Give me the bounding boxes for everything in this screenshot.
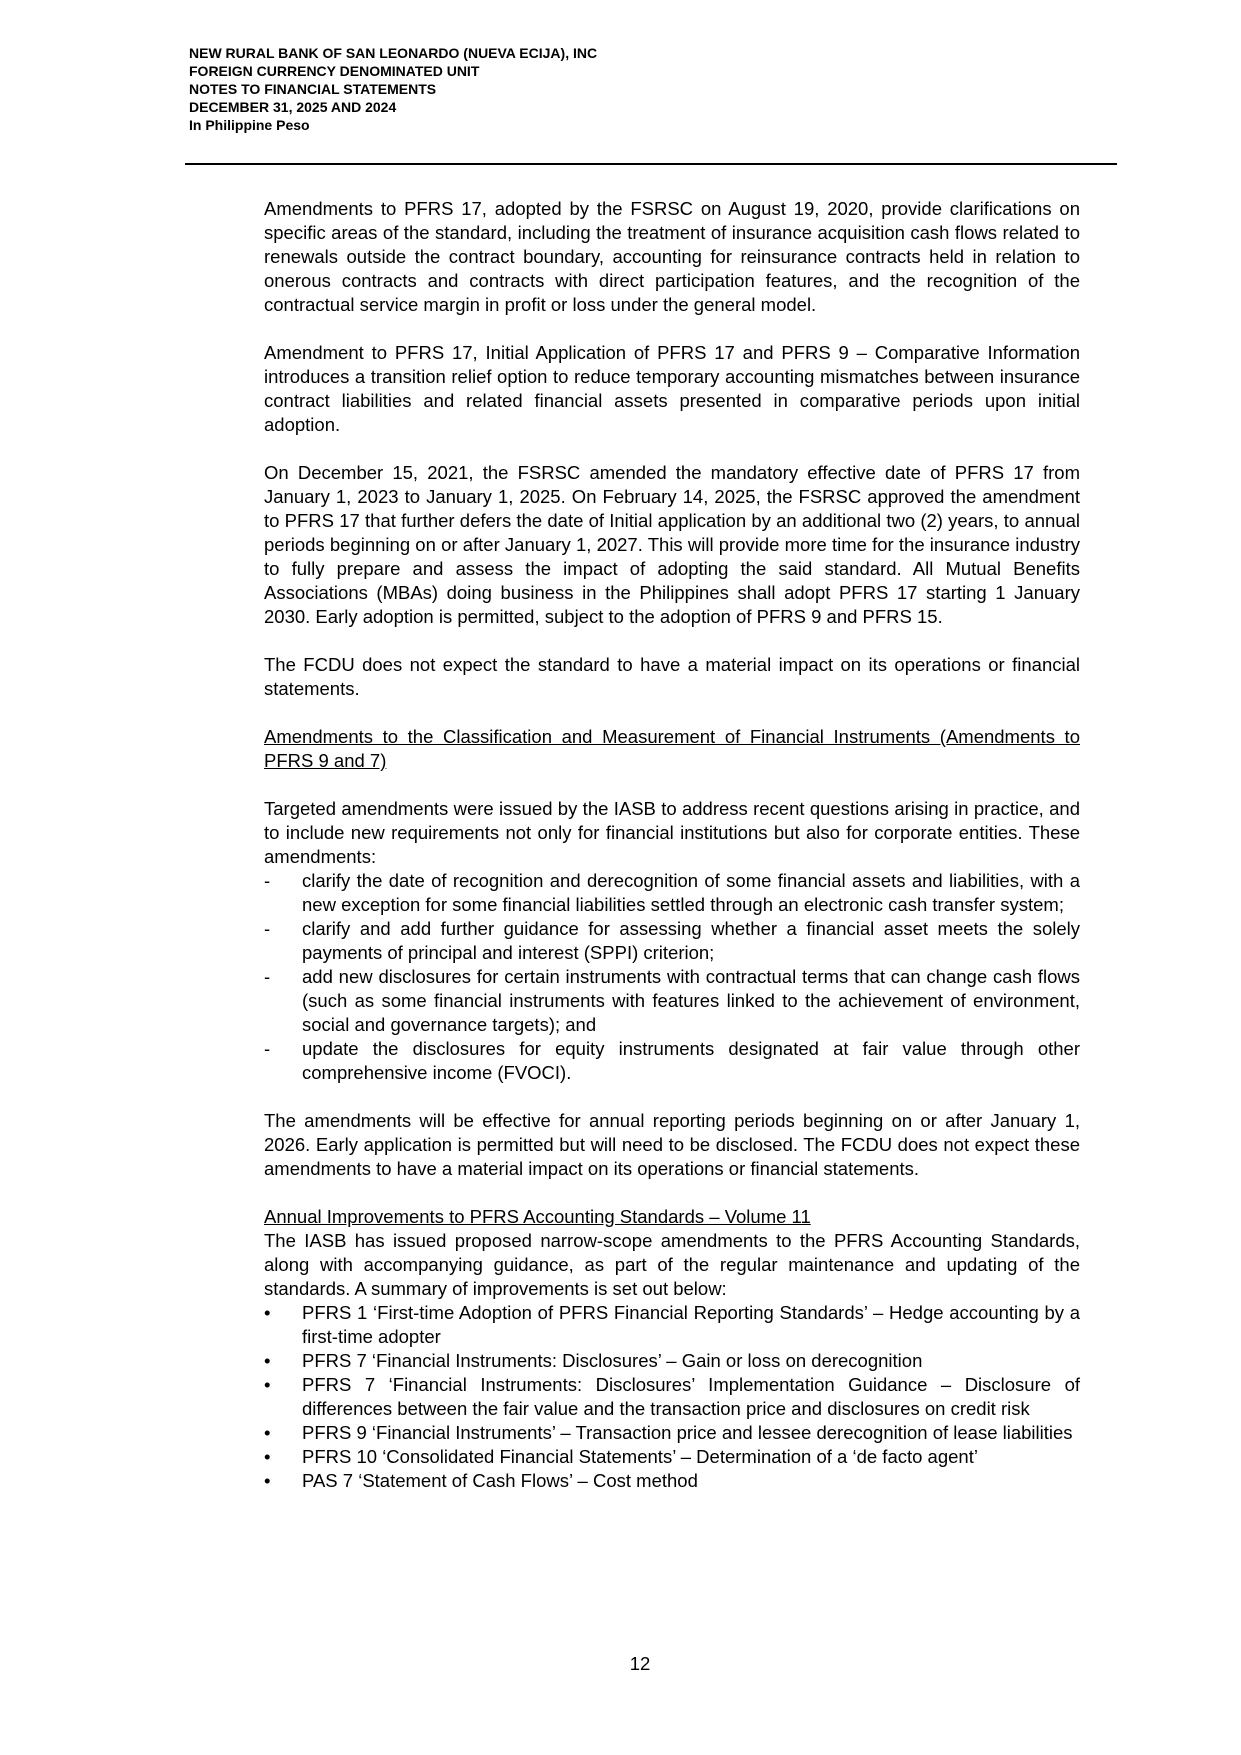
list-item	[264, 1037, 1080, 1085]
paragraph-pfrs17-amendments: Amendments to PFRS 17, adopted by the FSRSC on August 19, 2020, provide clarifications on specific areas of the standard, including the treatment of insurance acquisition cash flows related to renewals outside the contract boundary, accounting for reinsurance contracts held in relation to onerous contracts and contracts with direct participation features, and the recognition of the contractual service margin in profit or loss under the general model.	[264, 198, 1080, 315]
dash-marker: -	[264, 870, 271, 891]
list-item	[264, 965, 1080, 1037]
list-item-text: PAS 7 ‘Statement of Cash Flows’ – Cost method	[302, 1470, 698, 1491]
list-item-text: update the disclosures for equity instruments designated at fair value through other comprehensive income (FVOCI).	[302, 1038, 1080, 1083]
list-item	[264, 1373, 1080, 1421]
document-body	[264, 197, 1080, 1493]
header-period: DECEMBER 31, 2025 AND 2024	[189, 99, 397, 115]
list-item	[264, 1349, 1080, 1373]
list-item-text: clarify and add further guidance for assessing whether a financial asset meets the solely payments of principal and interest (SPPI) criterion;	[302, 918, 1080, 963]
improvements-bullet-list	[264, 1301, 1080, 1493]
bullet-marker: •	[264, 1350, 271, 1371]
bullet-marker: •	[264, 1302, 271, 1323]
dash-marker: -	[264, 918, 271, 939]
bullet-marker: •	[264, 1470, 271, 1491]
section-heading-annual-improvements: Annual Improvements to PFRS Accounting Standards – Volume 11	[264, 1206, 811, 1227]
list-item	[264, 1301, 1080, 1349]
list-item	[264, 1469, 1080, 1493]
list-item-text: PFRS 9 ‘Financial Instruments’ – Transaction price and lessee derecognition of lease liabilities	[302, 1422, 1073, 1443]
bullet-marker: •	[264, 1446, 271, 1467]
list-item	[264, 1445, 1080, 1469]
list-item-text: PFRS 10 ‘Consolidated Financial Statements’ – Determination of a ‘de facto agent’	[302, 1446, 978, 1467]
section-heading-classification-measurement: Amendments to the Classification and Measurement of Financial Instruments (Amendments to PFRS 9 and 7)	[264, 726, 1080, 771]
page-number: 12	[629, 1653, 651, 1674]
list-item-text: clarify the date of recognition and derecognition of some financial assets and liabilities, with a new exception for some financial liabilities settled through an electronic cash transfer system;	[302, 870, 1080, 915]
list-item-text: PFRS 7 ‘Financial Instruments: Disclosures’ Implementation Guidance – Disclosure of differences between the fair value and the transaction price and disclosures on credit risk	[302, 1374, 1080, 1419]
paragraph-pfrs17-impact: The FCDU does not expect the standard to have a material impact on its operations or financial statements.	[264, 654, 1080, 699]
list-item-text: add new disclosures for certain instruments with contractual terms that can change cash flows (such as some financial instruments with features linked to the achievement of environment, social and governance targets); and	[302, 966, 1080, 1035]
paragraph-annual-improvements-intro: The IASB has issued proposed narrow-scope amendments to the PFRS Accounting Standards, along with accompanying guidance, as part of the regular maintenance and updating of the standards. A summary of improvements is set out below:	[264, 1230, 1080, 1299]
header-divider	[185, 163, 1117, 165]
paragraph-pfrs17-initial-application: Amendment to PFRS 17, Initial Application of PFRS 17 and PFRS 9 – Comparative Information introduces a transition relief option to reduce temporary accounting mismatches between insurance contract liabilities and related financial assets presented in comparative periods upon initial adoption.	[264, 342, 1080, 435]
list-item	[264, 1421, 1080, 1445]
list-item-text: PFRS 7 ‘Financial Instruments: Disclosures’ – Gain or loss on derecognition	[302, 1350, 923, 1371]
list-item	[264, 869, 1080, 917]
header-unit-name: FOREIGN CURRENCY DENOMINATED UNIT	[189, 63, 480, 79]
paragraph-targeted-amendments: Targeted amendments were issued by the IASB to address recent questions arising in practice, and to include new requirements not only for financial institutions but also for corporate entities. These amendments:	[264, 798, 1080, 867]
list-item	[264, 917, 1080, 965]
dash-marker: -	[264, 1038, 271, 1059]
header-company-name: NEW RURAL BANK OF SAN LEONARDO (NUEVA ECIJA), INC	[189, 45, 598, 61]
paragraph-amendments-effective: The amendments will be effective for annual reporting periods beginning on or after January 1, 2026. Early application is permitted but will need to be disclosed. The FCDU does not expect these amendments to have a material impact on its operations or financial statements.	[264, 1110, 1080, 1179]
header-currency: In Philippine Peso	[189, 117, 310, 133]
paragraph-pfrs17-effective-date: On December 15, 2021, the FSRSC amended the mandatory effective date of PFRS 17 from January 1, 2023 to January 1, 2025. On February 14, 2025, the FSRSC approved the amendment to PFRS 17 that further defers the date of Initial application by an additional two (2) years, to annual periods beginning on or after January 1, 2027. This will provide more time for the insurance industry to fully prepare and assess the impact of adopting the said standard. All Mutual Benefits Associations (MBAs) doing business in the Philippines shall adopt PFRS 17 starting 1 January 2030. Early adoption is permitted, subject to the adoption of PFRS 9 and PFRS 15.	[264, 462, 1080, 627]
bullet-marker: •	[264, 1374, 271, 1395]
amendments-dash-list	[264, 869, 1080, 1085]
bullet-marker: •	[264, 1422, 271, 1443]
list-item-text: PFRS 1 ‘First-time Adoption of PFRS Financial Reporting Standards’ – Hedge accounting by a first-time adopter	[302, 1302, 1080, 1347]
header-document-title: NOTES TO FINANCIAL STATEMENTS	[189, 81, 437, 97]
document-header	[189, 44, 1089, 134]
dash-marker: -	[264, 966, 271, 987]
